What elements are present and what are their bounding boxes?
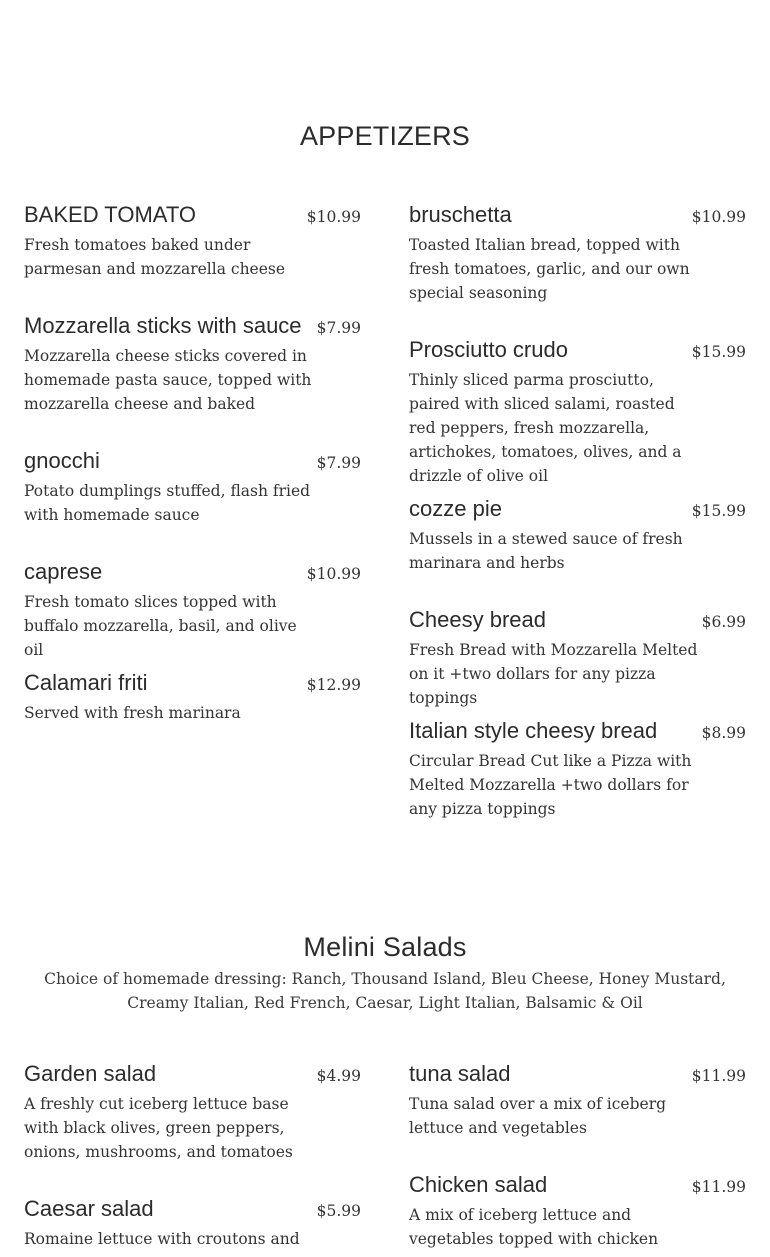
item-name: BAKED TOMATO bbox=[24, 202, 196, 227]
item-name: bruschetta bbox=[409, 202, 512, 227]
item-description: A freshly cut iceberg lettuce base with black olives, green peppers, onions, mushrooms, and tomatoes bbox=[24, 1095, 293, 1161]
item-name: Garden salad bbox=[24, 1061, 157, 1086]
menu-item bbox=[409, 716, 746, 821]
item-name: Prosciutto crudo bbox=[409, 337, 568, 362]
menu-item bbox=[409, 335, 746, 488]
item-price: $8.99 bbox=[701, 724, 746, 742]
item-price: $6.99 bbox=[701, 613, 746, 631]
item-price: $10.99 bbox=[691, 208, 746, 226]
item-name: cozze pie bbox=[409, 496, 502, 521]
item-name: Cheesy bread bbox=[409, 607, 546, 632]
item-description: Mussels in a stewed sauce of fresh marinara and herbs bbox=[409, 530, 683, 572]
menu-item bbox=[409, 200, 746, 305]
item-name: Mozzarella sticks with sauce bbox=[24, 313, 302, 338]
item-price: $5.99 bbox=[316, 1202, 361, 1220]
item-description: A mix of iceberg lettuce and vegetables topped with chicken bbox=[409, 1206, 659, 1248]
item-description: Toasted Italian bread, topped with fresh tomatoes, garlic, and our own special seasoning bbox=[409, 236, 690, 302]
menu-item bbox=[24, 1194, 361, 1251]
item-description: Romaine lettuce with croutons and bbox=[24, 1230, 300, 1248]
item-price: $4.99 bbox=[316, 1067, 361, 1085]
item-description: Mozzarella cheese sticks covered in homemade pasta sauce, topped with mozzarella cheese and baked bbox=[24, 347, 312, 413]
item-price: $10.99 bbox=[306, 208, 361, 226]
menu-item bbox=[24, 200, 361, 281]
item-description: Fresh Bread with Mozzarella Melted on it +two dollars for any pizza toppings bbox=[409, 641, 698, 707]
menu-item bbox=[24, 1059, 361, 1164]
item-price: $15.99 bbox=[691, 343, 746, 361]
item-price: $7.99 bbox=[316, 454, 361, 472]
item-price: $7.99 bbox=[316, 319, 361, 337]
item-price: $11.99 bbox=[691, 1178, 746, 1196]
item-name: caprese bbox=[24, 559, 103, 584]
appetizers-title: APPETIZERS bbox=[299, 121, 471, 151]
item-price: $11.99 bbox=[691, 1067, 746, 1085]
item-description: Circular Bread Cut like a Pizza with Melted Mozzarella +two dollars for any pizza toppings bbox=[409, 752, 692, 818]
item-price: $10.99 bbox=[306, 565, 361, 583]
menu-item bbox=[24, 446, 361, 527]
item-description: Potato dumplings stuffed, flash fried with homemade sauce bbox=[24, 482, 311, 524]
menu-item bbox=[409, 1170, 746, 1251]
item-price: $15.99 bbox=[691, 502, 746, 520]
menu-item bbox=[24, 311, 361, 416]
item-description: Thinly sliced parma prosciutto, paired with sliced salami, roasted red peppers, fresh mozzarella, artichokes, tomatoes, olives, and a drizzle of olive oil bbox=[409, 371, 682, 485]
item-name: gnocchi bbox=[24, 448, 100, 473]
menu-item bbox=[409, 1059, 746, 1140]
item-name: Chicken salad bbox=[409, 1172, 548, 1197]
menu-item bbox=[24, 668, 361, 725]
menu-item bbox=[409, 605, 746, 710]
item-description: Fresh tomatoes baked under parmesan and mozzarella cheese bbox=[24, 236, 286, 278]
menu-item bbox=[24, 557, 361, 662]
salads-title: Melini Salads bbox=[303, 932, 467, 962]
item-price: $12.99 bbox=[306, 676, 361, 694]
menu-item bbox=[409, 494, 746, 575]
item-description: Tuna salad over a mix of iceberg lettuce and vegetables bbox=[409, 1095, 667, 1137]
item-description: Served with fresh marinara bbox=[24, 704, 241, 722]
item-name: Calamari friti bbox=[24, 670, 148, 695]
item-name: tuna salad bbox=[409, 1061, 511, 1086]
salads-dressing-note: Choice of homemade dressing: Ranch, Thousand Island, Bleu Cheese, Honey Mustard, Creamy Italian, Red French, Caesar, Light Italian, Balsamic & Oil bbox=[44, 970, 726, 1012]
item-description: Fresh tomato slices topped with buffalo mozzarella, basil, and olive oil bbox=[24, 593, 297, 659]
item-name: Caesar salad bbox=[24, 1196, 154, 1221]
item-name: Italian style cheesy bread bbox=[409, 718, 658, 743]
